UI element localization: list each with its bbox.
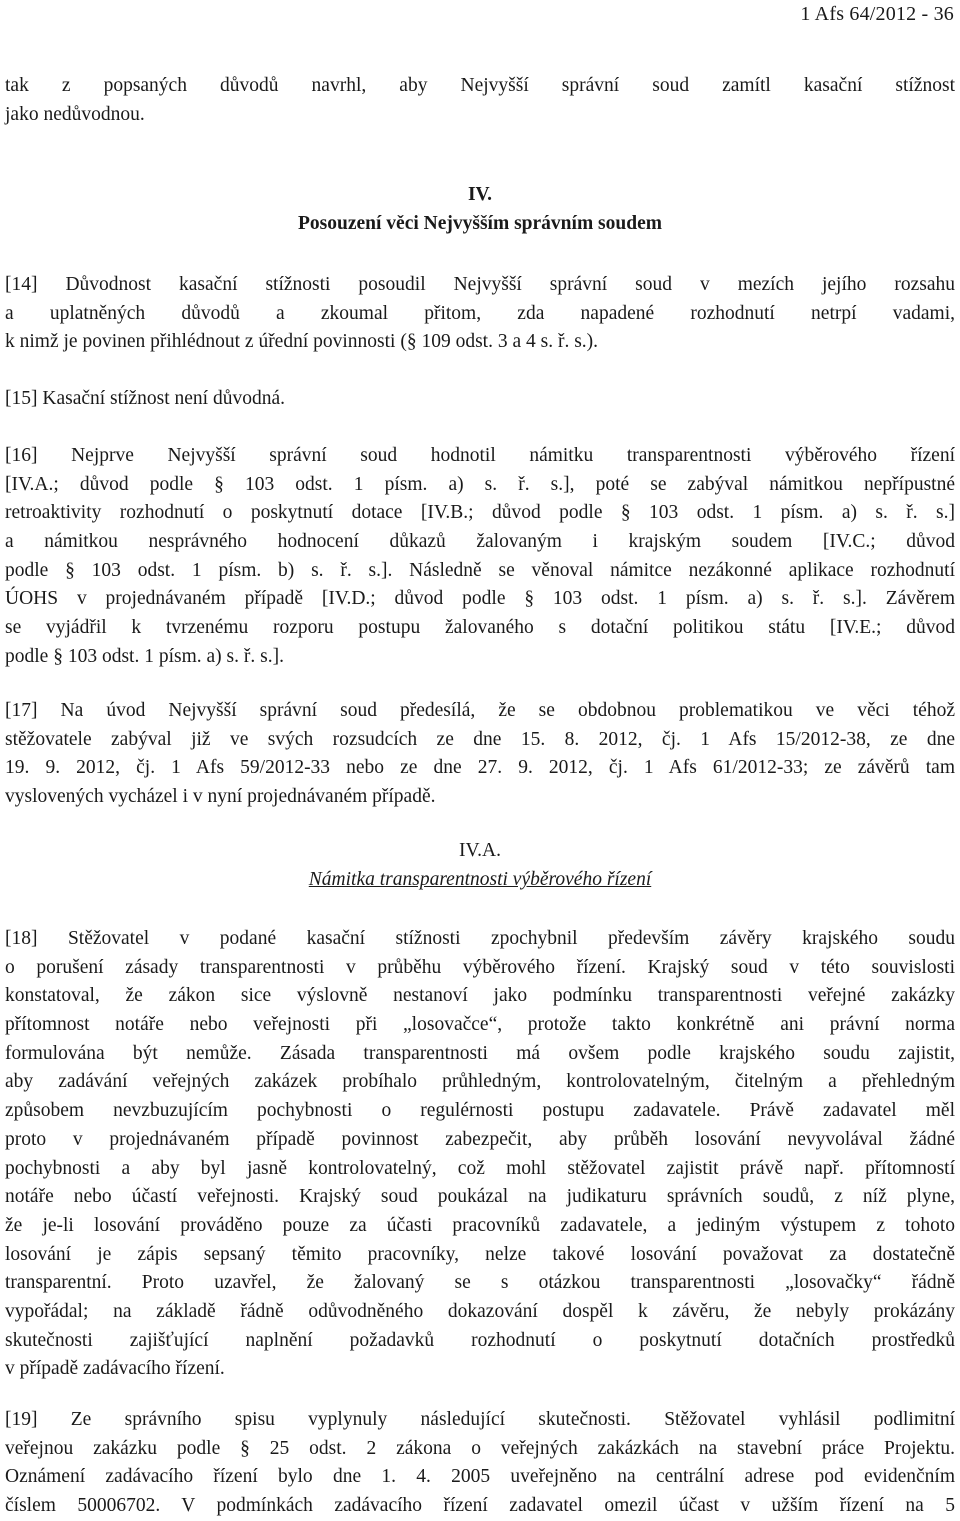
text-line: [18] Stěžovatel v podané kasační stížnosti zpochybnil především závěry krajského soudu — [5, 928, 955, 949]
text-line: [19] Ze správního spisu vyplynuly následující skutečnosti. Stěžovatel vyhlásil podlimitní — [5, 1409, 955, 1430]
text-line: podle § 103 odst. 1 písm. b) s. ř. s.]. Následně se věnoval námitce nezákonné aplikace rozhodnutí — [5, 559, 955, 581]
text-line: a uplatněných důvodů a zkoumal přitom, zda napadené rozhodnutí netrpí vadami, — [5, 302, 955, 324]
text-line: jako nedůvodnou. — [5, 103, 145, 125]
text-line: tak z popsaných důvodů navrhl, aby Nejvyšší správní soud zamítl kasační stížnost — [5, 75, 955, 96]
text-line: notáře nebo účastí veřejnosti. Krajský soud poukázal na judikaturu správních soudů, z níž plyne, — [5, 1186, 955, 1208]
text-line: [17] Na úvod Nejvyšší správní soud předesílá, že se obdobnou problematikou ve věci téhož — [5, 700, 955, 721]
document-number: 1 Afs 64/2012 - 36 — [800, 3, 954, 25]
text-line: aby zadávání veřejných zakázek probíhalo průhledným, kontrolovatelným, čitelným a přehledným — [5, 1071, 955, 1093]
text-line: vypořádal; na základě řádně odůvodněného dokazování dospěl k závěru, že nebyly prokázány — [5, 1300, 955, 1322]
text-line: a námitkou nesprávného hodnocení důkazů žalovaným i krajským soudem [IV.C.; důvod — [5, 531, 955, 553]
text-line: konstatoval, že zákon sice výslovně nestanoví jako podmínku transparentnosti veřejné zakázky — [5, 985, 955, 1007]
text-line: podle § 103 odst. 1 písm. a) s. ř. s.]. — [5, 645, 284, 667]
text-line: 19. 9. 2012, čj. 1 Afs 59/2012-33 nebo ze dne 27. 9. 2012, čj. 1 Afs 61/2012-33; ze závěrů tam — [5, 757, 955, 779]
paragraph-18 — [5, 925, 955, 1384]
section-title: Posouzení věci Nejvyšším správním soudem — [298, 213, 662, 234]
text-line: k nimž je povinen přihlédnout z úřední povinnosti (§ 109 odst. 3 a 4 s. ř. s.). — [5, 331, 599, 353]
text-line: se vyjádřil k tvrzenému rozporu postupu žalovaného s dotační politikou státu [IV.E.; důvod — [5, 617, 955, 639]
text-line: přítomnost notáře nebo veřejnosti při „losovačce“, protože takto konkrétně ani právní norma — [5, 1014, 955, 1036]
text-line: pochybnosti a aby byl jasně kontrolovatelný, což mohl stěžovatel zajistit právě např. přítomností — [5, 1157, 955, 1179]
intro-paragraph — [5, 72, 955, 129]
paragraph-17 — [5, 697, 955, 812]
paragraph-19 — [5, 1406, 955, 1521]
text-line: [14] Důvodnost kasační stížnosti posoudil Nejvyšší správní soud v mezích jejího rozsahu — [5, 274, 955, 295]
paragraph-14 — [5, 271, 955, 357]
text-line: [15] Kasační stížnost není důvodná. — [5, 388, 285, 409]
subsection-title: Námitka transparentnosti výběrového řízení — [308, 869, 652, 890]
paragraph-16 — [5, 442, 955, 672]
text-line: Oznámení zadávacího řízení bylo dne 1. 4. 2005 uveřejněno na centrální adrese pod evidenčním — [5, 1466, 955, 1488]
subsection-number: IV.A. — [459, 840, 501, 861]
text-line: způsobem nevzbuzujícím pochybnosti o regulérnosti postupu zadavatele. Právě zadavatel měl — [5, 1100, 955, 1122]
text-line: že je-li losování prováděno pouze za účasti pracovníků zadavatele, a jediným výstupem z tohoto — [5, 1214, 955, 1236]
text-line: stěžovatele zabýval již ve svých rozsudcích ze dne 15. 8. 2012, čj. 1 Afs 15/2012-38, ze dne — [5, 728, 955, 750]
text-line: ÚOHS v projednávaném případě [IV.D.; důvod podle § 103 odst. 1 písm. a) s. ř. s.]. Závěrem — [5, 588, 955, 610]
text-line: o porušení zásady transparentnosti v průběhu výběrového řízení. Krajský soud v této souvislosti — [5, 956, 955, 978]
text-line: veřejnou zakázku podle § 25 odst. 2 zákona o veřejných zakázkách na stavební práce Projektu. — [5, 1437, 955, 1459]
text-line: proto v projednávaném případě povinnost zabezpečit, aby průběh losování nevyvolával žádné — [5, 1128, 955, 1150]
text-line: retroaktivity rozhodnutí o poskytnutí dotace [IV.B.; důvod podle § 103 odst. 1 písm. a) s. ř. s.] — [5, 502, 955, 524]
paragraph-15 — [5, 385, 955, 414]
section-number: IV. — [467, 184, 493, 205]
text-line: vyslovených vycházel i v nyní projednávaném případě. — [5, 786, 436, 808]
text-line: číslem 50006702. V podmínkách zadávacího řízení zadavatel omezil účast v užším řízení na 5 — [5, 1495, 955, 1517]
text-line: formulována být nemůže. Zásada transparentnosti má ovšem podle krajského soudu zajistit, — [5, 1042, 955, 1064]
text-line: [16] Nejprve Nejvyšší správní soud hodnotil námitku transparentnosti výběrového řízení — [5, 445, 955, 466]
text-line: [IV.A.; důvod podle § 103 odst. 1 písm. a) s. ř. s.], poté se zabýval námitkou nepřípustné — [5, 473, 955, 495]
text-line: transparentní. Proto uzavřel, že žalovaný se s otázkou transparentnosti „losovačky“ řádně — [5, 1272, 955, 1294]
text-line: skutečnosti zajišťující naplnění požadavků rozhodnutí o poskytnutí dotačních prostředků — [5, 1329, 955, 1351]
text-line: losování je zápis sepsaný těmito pracovníky, nelze takové losování považovat za dostatečně — [5, 1243, 955, 1265]
text-line: v případě zadávacího řízení. — [5, 1358, 225, 1380]
